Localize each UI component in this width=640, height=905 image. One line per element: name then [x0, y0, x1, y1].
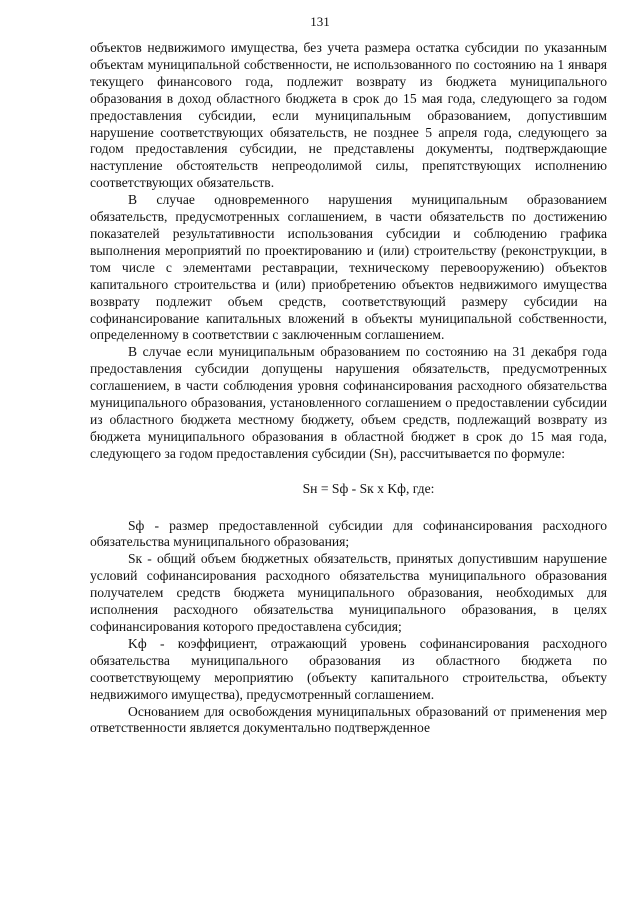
definition-kf: Kф - коэффициент, отражающий уровень софинансирования расходного обязательства муниципального образования из областного бюджета по соответствующему мероприятию (объекту капитального строительства, объекту недвижимого имущества), предусмотренный соглашением. [90, 635, 607, 702]
page-number: 131 [310, 14, 330, 29]
paragraph-continuation: объектов недвижимого имущества, без учета размера остатка субсидии по указанным объектам муниципальной собственности, не использованного по состоянию на 1 января текущего финансового года, подлежит возврату из бюджета муниципального образования в доход областного бюджета в срок до 15 мая года, следующего за годом предоставления субсидии, если муниципальным образованием, допустившим нарушение соответствующих обязательств, не позднее 5 апреля года, следующего за годом предоставления субсидии, не представлены документы, подтверждающие наступление обстоятельств непреодолимой силы, препятствующих исполнению соответствующих обязательств. [90, 40, 607, 191]
definition-sf: Sф - размер предоставленной субсидии для софинансирования расходного обязательства муниципального образования; [90, 517, 607, 550]
paragraph-exemption-basis: Основанием для освобождения муниципальных образований от применения мер ответственности является документально подтвержденное [90, 703, 607, 736]
paragraph-cofinancing-violation: В случае если муниципальным образованием по состоянию на 31 декабря года предоставления субсидии допущены нарушения обязательств, предусмотренных соглашением, в части соблюдения уровня софинансирования расходного обязательства муниципального образования, установленного соглашением о предоставлении субсидии из областного бюджета местному бюджету, объем средств, подлежащий возврату из бюджета муниципального образования в областной бюджет в срок до 15 мая года, следующего за годом предоставления субсидии (Sн), рассчитывается по формуле: [90, 344, 607, 461]
definition-sk: Sк - общий объем бюджетных обязательств, принятых допустившим нарушение условий софинансирования расходного обязательства муниципального образования получателем средств бюджета муниципального образования, необходимых для исполнения расходного обязательства муниципального образования, в целях софинансирования которого предоставлена субсидия; [90, 551, 607, 634]
document-body [90, 40, 607, 737]
paragraph-simultaneous-violation: В случае одновременного нарушения муниципальным образованием обязательств, предусмотренных соглашением, в части обязательств по достижению показателей результативности использования субсидии и соблюдению графика выполнения мероприятий по проектированию и (или) строительству (реконструкции, в том числе с элементами реставрации, техническому перевооружению) объектов капитального строительства и (или) приобретению объектов недвижимого имущества возврату подлежит объем средств, соответствующий размеру субсидии на софинансирование капитальных вложений в объекты муниципальной собственности, определенному в соответствии с заключенным соглашением. [90, 192, 607, 343]
formula: Sн = Sф - Sк х Kф, где: [302, 480, 435, 496]
